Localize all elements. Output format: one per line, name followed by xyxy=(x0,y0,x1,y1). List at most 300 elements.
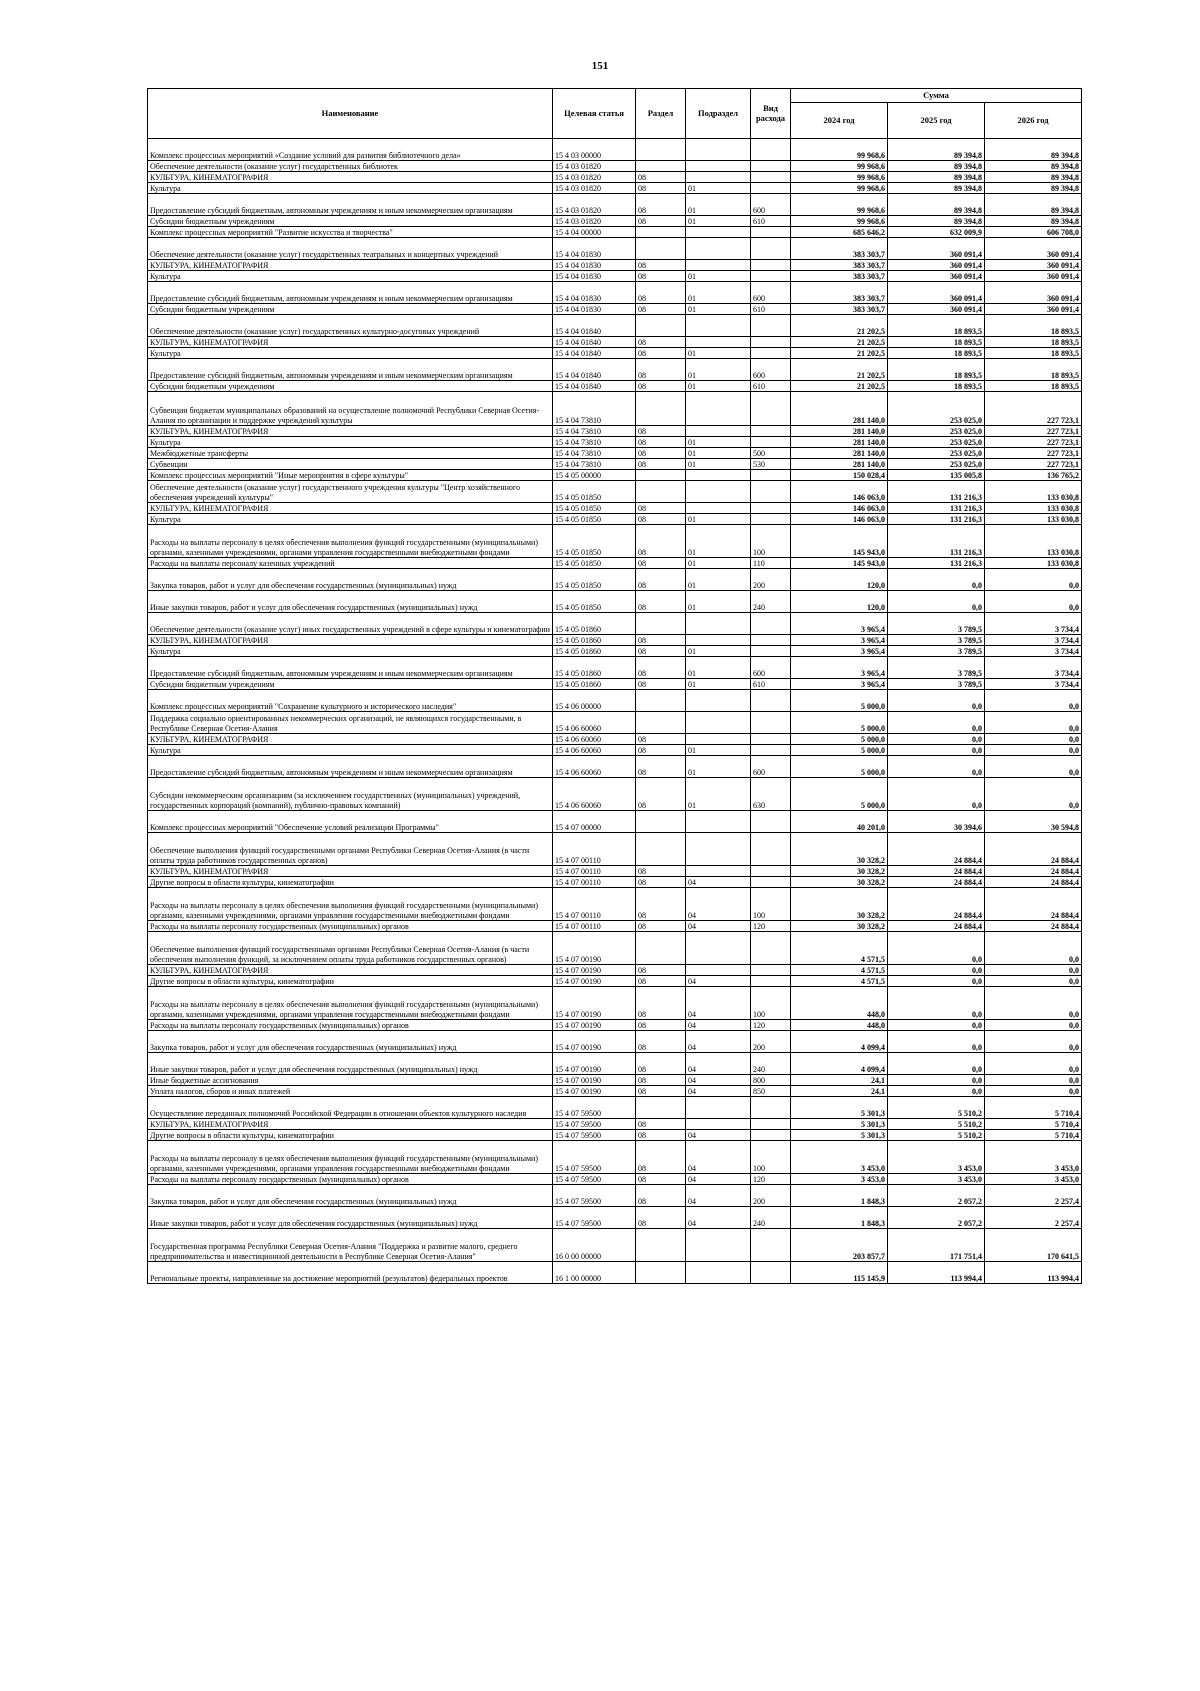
cell-amount-2026: 0,0 xyxy=(985,976,1082,987)
cell-target-code: 15 4 05 01860 xyxy=(553,657,636,679)
cell-amount-2026: 18 893,5 xyxy=(985,315,1082,337)
cell-section: 08 xyxy=(636,1207,686,1229)
cell-amount-2025: 0,0 xyxy=(888,712,985,734)
cell-amount-2026: 18 893,5 xyxy=(985,337,1082,348)
table-row xyxy=(148,657,1082,679)
cell-name: Культура xyxy=(148,348,553,359)
cell-target-code: 16 1 00 00000 xyxy=(553,1262,636,1284)
cell-subsection: 04 xyxy=(686,1141,751,1174)
cell-amount-2026: 3 734,4 xyxy=(985,613,1082,635)
cell-amount-2025: 18 893,5 xyxy=(888,381,985,392)
cell-amount-2025: 0,0 xyxy=(888,745,985,756)
cell-name: Иные закупки товаров, работ и услуг для обеспечения государственных (муниципальных) нужд xyxy=(148,1053,553,1075)
table-row xyxy=(148,337,1082,348)
cell-amount-2025: 2 057,2 xyxy=(888,1185,985,1207)
cell-expense-type xyxy=(751,514,791,525)
header-year-2025: 2025 год xyxy=(888,103,985,139)
cell-section xyxy=(636,712,686,734)
cell-subsection xyxy=(686,734,751,745)
cell-target-code: 15 4 05 01860 xyxy=(553,679,636,690)
cell-target-code: 15 4 05 00000 xyxy=(553,470,636,481)
cell-amount-2025: 253 025,0 xyxy=(888,426,985,437)
table-row xyxy=(148,227,1082,238)
cell-name: Расходы на выплаты персоналу в целях обеспечения выполнения функций государственными (муниципальными) органами, казенными учреждениями, органами управления государственными внебюджетными фондами xyxy=(148,888,553,921)
cell-amount-2025: 0,0 xyxy=(888,976,985,987)
cell-expense-type xyxy=(751,183,791,194)
cell-section: 08 xyxy=(636,194,686,216)
cell-name: Обеспечение деятельности (оказание услуг) государственных культурно-досуговых учреждений xyxy=(148,315,553,337)
cell-subsection: 01 xyxy=(686,569,751,591)
cell-amount-2025: 253 025,0 xyxy=(888,437,985,448)
table-row xyxy=(148,635,1082,646)
cell-expense-type xyxy=(751,337,791,348)
cell-expense-type: 200 xyxy=(751,1185,791,1207)
cell-subsection: 01 xyxy=(686,514,751,525)
table-row xyxy=(148,503,1082,514)
cell-amount-2026: 18 893,5 xyxy=(985,381,1082,392)
cell-expense-type: 610 xyxy=(751,216,791,227)
cell-subsection: 01 xyxy=(686,745,751,756)
cell-amount-2026: 24 884,4 xyxy=(985,833,1082,866)
cell-amount-2025: 89 394,8 xyxy=(888,194,985,216)
table-row xyxy=(148,1141,1082,1174)
cell-amount-2024: 120,0 xyxy=(791,591,888,613)
cell-subsection xyxy=(686,690,751,712)
cell-name: КУЛЬТУРА, КИНЕМАТОГРАФИЯ xyxy=(148,965,553,976)
cell-section: 08 xyxy=(636,1130,686,1141)
cell-subsection xyxy=(686,337,751,348)
table-row xyxy=(148,569,1082,591)
cell-subsection: 01 xyxy=(686,525,751,558)
cell-amount-2025: 89 394,8 xyxy=(888,216,985,227)
cell-name: Расходы на выплаты персоналу в целях обеспечения выполнения функций государственными (муниципальными) органами, казенными учреждениями, органами управления государственными внебюджетными фондами xyxy=(148,1141,553,1174)
cell-subsection: 04 xyxy=(686,888,751,921)
cell-subsection xyxy=(686,315,751,337)
cell-target-code: 15 4 07 59500 xyxy=(553,1207,636,1229)
cell-section xyxy=(636,161,686,172)
table-row xyxy=(148,756,1082,778)
cell-name: Уплата налогов, сборов и иных платежей xyxy=(148,1086,553,1097)
header-expense-type: Вид расхода xyxy=(751,89,791,139)
cell-expense-type: 110 xyxy=(751,558,791,569)
table-row xyxy=(148,260,1082,271)
cell-subsection xyxy=(686,811,751,833)
cell-amount-2024: 203 857,7 xyxy=(791,1229,888,1262)
cell-target-code: 15 4 07 59500 xyxy=(553,1185,636,1207)
cell-section xyxy=(636,238,686,260)
cell-amount-2024: 99 968,6 xyxy=(791,216,888,227)
cell-subsection xyxy=(686,712,751,734)
cell-amount-2025: 0,0 xyxy=(888,756,985,778)
cell-section: 08 xyxy=(636,745,686,756)
cell-target-code: 15 4 07 59500 xyxy=(553,1097,636,1119)
cell-name: Предоставление субсидий бюджетным, автономным учреждениям и иным некоммерческим организациям xyxy=(148,657,553,679)
table-row xyxy=(148,734,1082,745)
cell-amount-2026: 133 030,8 xyxy=(985,525,1082,558)
cell-amount-2024: 146 063,0 xyxy=(791,514,888,525)
cell-amount-2026: 0,0 xyxy=(985,734,1082,745)
cell-amount-2025: 0,0 xyxy=(888,932,985,965)
cell-section: 08 xyxy=(636,591,686,613)
table-row xyxy=(148,470,1082,481)
cell-amount-2025: 3 453,0 xyxy=(888,1174,985,1185)
cell-target-code: 15 4 04 01830 xyxy=(553,238,636,260)
cell-section: 08 xyxy=(636,921,686,932)
cell-subsection xyxy=(686,481,751,503)
cell-amount-2025: 360 091,4 xyxy=(888,260,985,271)
table-row xyxy=(148,161,1082,172)
cell-amount-2026: 3 734,4 xyxy=(985,657,1082,679)
cell-subsection xyxy=(686,426,751,437)
cell-name: Иные закупки товаров, работ и услуг для обеспечения государственных (муниципальных) нужд xyxy=(148,1207,553,1229)
header-target: Целевая статья xyxy=(553,89,636,139)
cell-name: Другие вопросы в области культуры, кинематографии xyxy=(148,877,553,888)
cell-target-code: 15 4 07 59500 xyxy=(553,1141,636,1174)
cell-target-code: 15 4 07 00110 xyxy=(553,866,636,877)
cell-subsection: 04 xyxy=(686,1086,751,1097)
cell-target-code: 15 4 05 01850 xyxy=(553,525,636,558)
cell-subsection: 01 xyxy=(686,657,751,679)
cell-expense-type: 100 xyxy=(751,1141,791,1174)
cell-target-code: 15 4 04 73810 xyxy=(553,437,636,448)
table-row xyxy=(148,459,1082,470)
cell-amount-2025: 632 009,9 xyxy=(888,227,985,238)
cell-amount-2026: 0,0 xyxy=(985,1075,1082,1086)
table-row xyxy=(148,1229,1082,1262)
cell-amount-2025: 253 025,0 xyxy=(888,392,985,426)
cell-amount-2024: 3 965,4 xyxy=(791,657,888,679)
cell-amount-2024: 5 301,3 xyxy=(791,1119,888,1130)
cell-amount-2025: 0,0 xyxy=(888,690,985,712)
cell-subsection xyxy=(686,1229,751,1262)
cell-amount-2025: 0,0 xyxy=(888,778,985,811)
cell-target-code: 15 4 07 00190 xyxy=(553,1020,636,1031)
cell-section: 08 xyxy=(636,679,686,690)
cell-name: Культура xyxy=(148,745,553,756)
cell-section: 08 xyxy=(636,1031,686,1053)
cell-target-code: 15 4 07 00190 xyxy=(553,932,636,965)
cell-name: Другие вопросы в области культуры, кинематографии xyxy=(148,1130,553,1141)
cell-expense-type xyxy=(751,437,791,448)
cell-expense-type xyxy=(751,635,791,646)
cell-amount-2025: 24 884,4 xyxy=(888,833,985,866)
cell-name: Закупка товаров, работ и услуг для обеспечения государственных (муниципальных) нужд xyxy=(148,1031,553,1053)
cell-name: Культура xyxy=(148,646,553,657)
cell-section: 08 xyxy=(636,558,686,569)
cell-target-code: 15 4 07 00190 xyxy=(553,1053,636,1075)
cell-target-code: 15 4 04 01830 xyxy=(553,304,636,315)
cell-name: Межбюджетные трансферты xyxy=(148,448,553,459)
cell-amount-2026: 2 257,4 xyxy=(985,1207,1082,1229)
cell-target-code: 15 4 04 01840 xyxy=(553,348,636,359)
cell-expense-type xyxy=(751,503,791,514)
cell-target-code: 15 4 06 60060 xyxy=(553,712,636,734)
cell-name: КУЛЬТУРА, КИНЕМАТОГРАФИЯ xyxy=(148,260,553,271)
cell-amount-2024: 99 968,6 xyxy=(791,161,888,172)
cell-expense-type: 610 xyxy=(751,304,791,315)
cell-amount-2024: 5 301,3 xyxy=(791,1097,888,1119)
cell-expense-type xyxy=(751,238,791,260)
cell-subsection: 01 xyxy=(686,558,751,569)
cell-amount-2025: 5 510,2 xyxy=(888,1097,985,1119)
cell-target-code: 15 4 07 59500 xyxy=(553,1119,636,1130)
cell-amount-2025: 18 893,5 xyxy=(888,348,985,359)
cell-target-code: 15 4 03 01820 xyxy=(553,183,636,194)
table-row xyxy=(148,183,1082,194)
cell-expense-type xyxy=(751,690,791,712)
cell-amount-2026: 360 091,4 xyxy=(985,304,1082,315)
header-name: Наименование xyxy=(148,89,553,139)
table-row xyxy=(148,172,1082,183)
cell-subsection xyxy=(686,227,751,238)
cell-expense-type: 600 xyxy=(751,359,791,381)
cell-target-code: 15 4 05 01850 xyxy=(553,481,636,503)
cell-section: 08 xyxy=(636,282,686,304)
cell-expense-type xyxy=(751,1229,791,1262)
cell-target-code: 15 4 04 01840 xyxy=(553,337,636,348)
cell-target-code: 15 4 07 59500 xyxy=(553,1130,636,1141)
cell-section: 08 xyxy=(636,778,686,811)
cell-expense-type xyxy=(751,161,791,172)
cell-name: Государственная программа Республики Северная Осетия-Алания "Поддержка и развитие малого, среднего предпринимательства и инвестиционной деятельности в Республике Северная Осетия-Алания" xyxy=(148,1229,553,1262)
cell-amount-2025: 113 994,4 xyxy=(888,1262,985,1284)
table-row xyxy=(148,194,1082,216)
cell-subsection xyxy=(686,260,751,271)
cell-amount-2026: 89 394,8 xyxy=(985,139,1082,161)
cell-section: 08 xyxy=(636,987,686,1020)
cell-subsection xyxy=(686,503,751,514)
cell-amount-2026: 227 723,1 xyxy=(985,437,1082,448)
table-row xyxy=(148,778,1082,811)
cell-amount-2025: 135 005,8 xyxy=(888,470,985,481)
cell-target-code: 15 4 04 73810 xyxy=(553,426,636,437)
cell-subsection: 01 xyxy=(686,591,751,613)
table-row xyxy=(148,216,1082,227)
cell-target-code: 15 4 07 00190 xyxy=(553,1086,636,1097)
cell-name: Комплекс процессных мероприятий "Сохранение культурного и исторического наследия" xyxy=(148,690,553,712)
cell-expense-type xyxy=(751,1262,791,1284)
cell-amount-2024: 24,1 xyxy=(791,1086,888,1097)
cell-subsection: 04 xyxy=(686,1207,751,1229)
table-row xyxy=(148,481,1082,503)
cell-expense-type: 200 xyxy=(751,1031,791,1053)
cell-expense-type xyxy=(751,1119,791,1130)
cell-amount-2025: 3 453,0 xyxy=(888,1141,985,1174)
cell-expense-type xyxy=(751,426,791,437)
cell-amount-2025: 0,0 xyxy=(888,1020,985,1031)
cell-name: Предоставление субсидий бюджетным, автономным учреждениям и иным некоммерческим организациям xyxy=(148,359,553,381)
cell-amount-2024: 1 848,3 xyxy=(791,1185,888,1207)
table-row xyxy=(148,271,1082,282)
cell-amount-2025: 18 893,5 xyxy=(888,337,985,348)
cell-expense-type xyxy=(751,481,791,503)
cell-amount-2025: 24 884,4 xyxy=(888,866,985,877)
cell-expense-type: 100 xyxy=(751,987,791,1020)
cell-amount-2024: 4 571,5 xyxy=(791,932,888,965)
cell-expense-type xyxy=(751,1130,791,1141)
header-section: Раздел xyxy=(636,89,686,139)
header-sum: Сумма xyxy=(791,89,1082,103)
cell-target-code: 15 4 06 60060 xyxy=(553,778,636,811)
cell-subsection: 04 xyxy=(686,1053,751,1075)
cell-amount-2024: 4 099,4 xyxy=(791,1031,888,1053)
cell-amount-2024: 21 202,5 xyxy=(791,348,888,359)
cell-section: 08 xyxy=(636,965,686,976)
cell-section: 08 xyxy=(636,646,686,657)
cell-amount-2026: 3 734,4 xyxy=(985,646,1082,657)
cell-subsection: 01 xyxy=(686,679,751,690)
cell-subsection: 04 xyxy=(686,1020,751,1031)
cell-amount-2026: 89 394,8 xyxy=(985,172,1082,183)
cell-expense-type: 850 xyxy=(751,1086,791,1097)
cell-target-code: 15 4 07 00110 xyxy=(553,833,636,866)
cell-amount-2026: 5 710,4 xyxy=(985,1119,1082,1130)
cell-section: 08 xyxy=(636,1075,686,1086)
cell-expense-type xyxy=(751,932,791,965)
cell-expense-type xyxy=(751,613,791,635)
cell-amount-2024: 99 968,6 xyxy=(791,194,888,216)
cell-name: Иные закупки товаров, работ и услуг для обеспечения государственных (муниципальных) нужд xyxy=(148,591,553,613)
cell-amount-2026: 0,0 xyxy=(985,745,1082,756)
cell-target-code: 15 4 05 01850 xyxy=(553,569,636,591)
cell-subsection xyxy=(686,139,751,161)
cell-amount-2025: 5 510,2 xyxy=(888,1130,985,1141)
cell-amount-2026: 0,0 xyxy=(985,778,1082,811)
cell-subsection xyxy=(686,238,751,260)
cell-target-code: 15 4 04 73810 xyxy=(553,392,636,426)
table-row xyxy=(148,139,1082,161)
table-row xyxy=(148,359,1082,381)
cell-section xyxy=(636,227,686,238)
cell-section xyxy=(636,833,686,866)
cell-target-code: 15 4 07 00190 xyxy=(553,976,636,987)
cell-amount-2025: 360 091,4 xyxy=(888,282,985,304)
cell-amount-2026: 227 723,1 xyxy=(985,426,1082,437)
cell-target-code: 16 0 00 00000 xyxy=(553,1229,636,1262)
cell-expense-type xyxy=(751,811,791,833)
cell-expense-type xyxy=(751,271,791,282)
cell-expense-type: 120 xyxy=(751,1174,791,1185)
cell-amount-2026: 0,0 xyxy=(985,1053,1082,1075)
cell-subsection: 01 xyxy=(686,778,751,811)
cell-expense-type xyxy=(751,646,791,657)
table-row xyxy=(148,1086,1082,1097)
cell-amount-2024: 281 140,0 xyxy=(791,448,888,459)
cell-amount-2025: 89 394,8 xyxy=(888,172,985,183)
table-row xyxy=(148,1031,1082,1053)
cell-section: 08 xyxy=(636,448,686,459)
cell-amount-2026: 18 893,5 xyxy=(985,348,1082,359)
cell-amount-2026: 89 394,8 xyxy=(985,161,1082,172)
table-row xyxy=(148,348,1082,359)
cell-amount-2025: 89 394,8 xyxy=(888,183,985,194)
cell-subsection: 01 xyxy=(686,216,751,227)
cell-name: Закупка товаров, работ и услуг для обеспечения государственных (муниципальных) нужд xyxy=(148,569,553,591)
table-row xyxy=(148,1075,1082,1086)
cell-name: КУЛЬТУРА, КИНЕМАТОГРАФИЯ xyxy=(148,337,553,348)
cell-amount-2024: 4 571,5 xyxy=(791,965,888,976)
cell-section: 08 xyxy=(636,183,686,194)
cell-name: КУЛЬТУРА, КИНЕМАТОГРАФИЯ xyxy=(148,866,553,877)
cell-expense-type: 200 xyxy=(751,569,791,591)
cell-name: Комплекс процессных мероприятий "Обеспечение условий реализации Программы" xyxy=(148,811,553,833)
cell-amount-2026: 0,0 xyxy=(985,756,1082,778)
table-row xyxy=(148,987,1082,1020)
cell-amount-2024: 30 328,2 xyxy=(791,866,888,877)
cell-amount-2024: 115 145,9 xyxy=(791,1262,888,1284)
cell-name: Закупка товаров, работ и услуг для обеспечения государственных (муниципальных) нужд xyxy=(148,1185,553,1207)
cell-amount-2025: 253 025,0 xyxy=(888,459,985,470)
cell-amount-2026: 227 723,1 xyxy=(985,448,1082,459)
cell-section: 08 xyxy=(636,348,686,359)
cell-amount-2024: 3 453,0 xyxy=(791,1141,888,1174)
cell-amount-2025: 24 884,4 xyxy=(888,877,985,888)
cell-amount-2024: 21 202,5 xyxy=(791,359,888,381)
cell-expense-type xyxy=(751,392,791,426)
cell-amount-2025: 3 789,5 xyxy=(888,613,985,635)
cell-expense-type: 120 xyxy=(751,921,791,932)
table-row xyxy=(148,712,1082,734)
cell-subsection: 04 xyxy=(686,1075,751,1086)
cell-subsection: 01 xyxy=(686,437,751,448)
table-row xyxy=(148,1119,1082,1130)
cell-name: Расходы на выплаты персоналу государственных (муниципальных) органов xyxy=(148,1020,553,1031)
cell-amount-2026: 89 394,8 xyxy=(985,194,1082,216)
cell-amount-2024: 99 968,6 xyxy=(791,172,888,183)
cell-amount-2025: 89 394,8 xyxy=(888,161,985,172)
cell-amount-2024: 146 063,0 xyxy=(791,503,888,514)
cell-target-code: 15 4 07 00110 xyxy=(553,877,636,888)
cell-name: Комплекс процессных мероприятий "Развитие искусства и творчества" xyxy=(148,227,553,238)
cell-amount-2026: 3 453,0 xyxy=(985,1141,1082,1174)
table-row xyxy=(148,304,1082,315)
cell-name: КУЛЬТУРА, КИНЕМАТОГРАФИЯ xyxy=(148,503,553,514)
cell-subsection: 04 xyxy=(686,1031,751,1053)
table-row xyxy=(148,866,1082,877)
cell-name: Субвенции бюджетам муниципальных образований на осуществление полномочий Республики Северная Осетия-Алания по организации и поддержке учреждений культуры xyxy=(148,392,553,426)
cell-target-code: 15 4 05 01860 xyxy=(553,613,636,635)
table-row xyxy=(148,976,1082,987)
cell-target-code: 15 4 07 00190 xyxy=(553,1031,636,1053)
cell-amount-2025: 89 394,8 xyxy=(888,139,985,161)
cell-name: Расходы на выплаты персоналу казенных учреждений xyxy=(148,558,553,569)
cell-section: 08 xyxy=(636,1185,686,1207)
cell-target-code: 15 4 07 00190 xyxy=(553,987,636,1020)
cell-section: 08 xyxy=(636,359,686,381)
cell-amount-2025: 3 789,5 xyxy=(888,635,985,646)
table-row xyxy=(148,1262,1082,1284)
cell-subsection: 04 xyxy=(686,1130,751,1141)
cell-amount-2025: 24 884,4 xyxy=(888,888,985,921)
cell-target-code: 15 4 04 01840 xyxy=(553,359,636,381)
cell-amount-2026: 0,0 xyxy=(985,932,1082,965)
cell-amount-2024: 383 303,7 xyxy=(791,271,888,282)
cell-amount-2024: 383 303,7 xyxy=(791,282,888,304)
table-row xyxy=(148,1020,1082,1031)
cell-target-code: 15 4 04 01840 xyxy=(553,381,636,392)
cell-expense-type: 240 xyxy=(751,1207,791,1229)
cell-amount-2024: 448,0 xyxy=(791,1020,888,1031)
cell-section: 08 xyxy=(636,1141,686,1174)
cell-section: 08 xyxy=(636,172,686,183)
cell-amount-2025: 2 057,2 xyxy=(888,1207,985,1229)
cell-amount-2025: 131 216,3 xyxy=(888,558,985,569)
cell-section: 08 xyxy=(636,437,686,448)
table-row xyxy=(148,888,1082,921)
cell-section: 08 xyxy=(636,459,686,470)
cell-amount-2024: 281 140,0 xyxy=(791,437,888,448)
table-row xyxy=(148,613,1082,635)
